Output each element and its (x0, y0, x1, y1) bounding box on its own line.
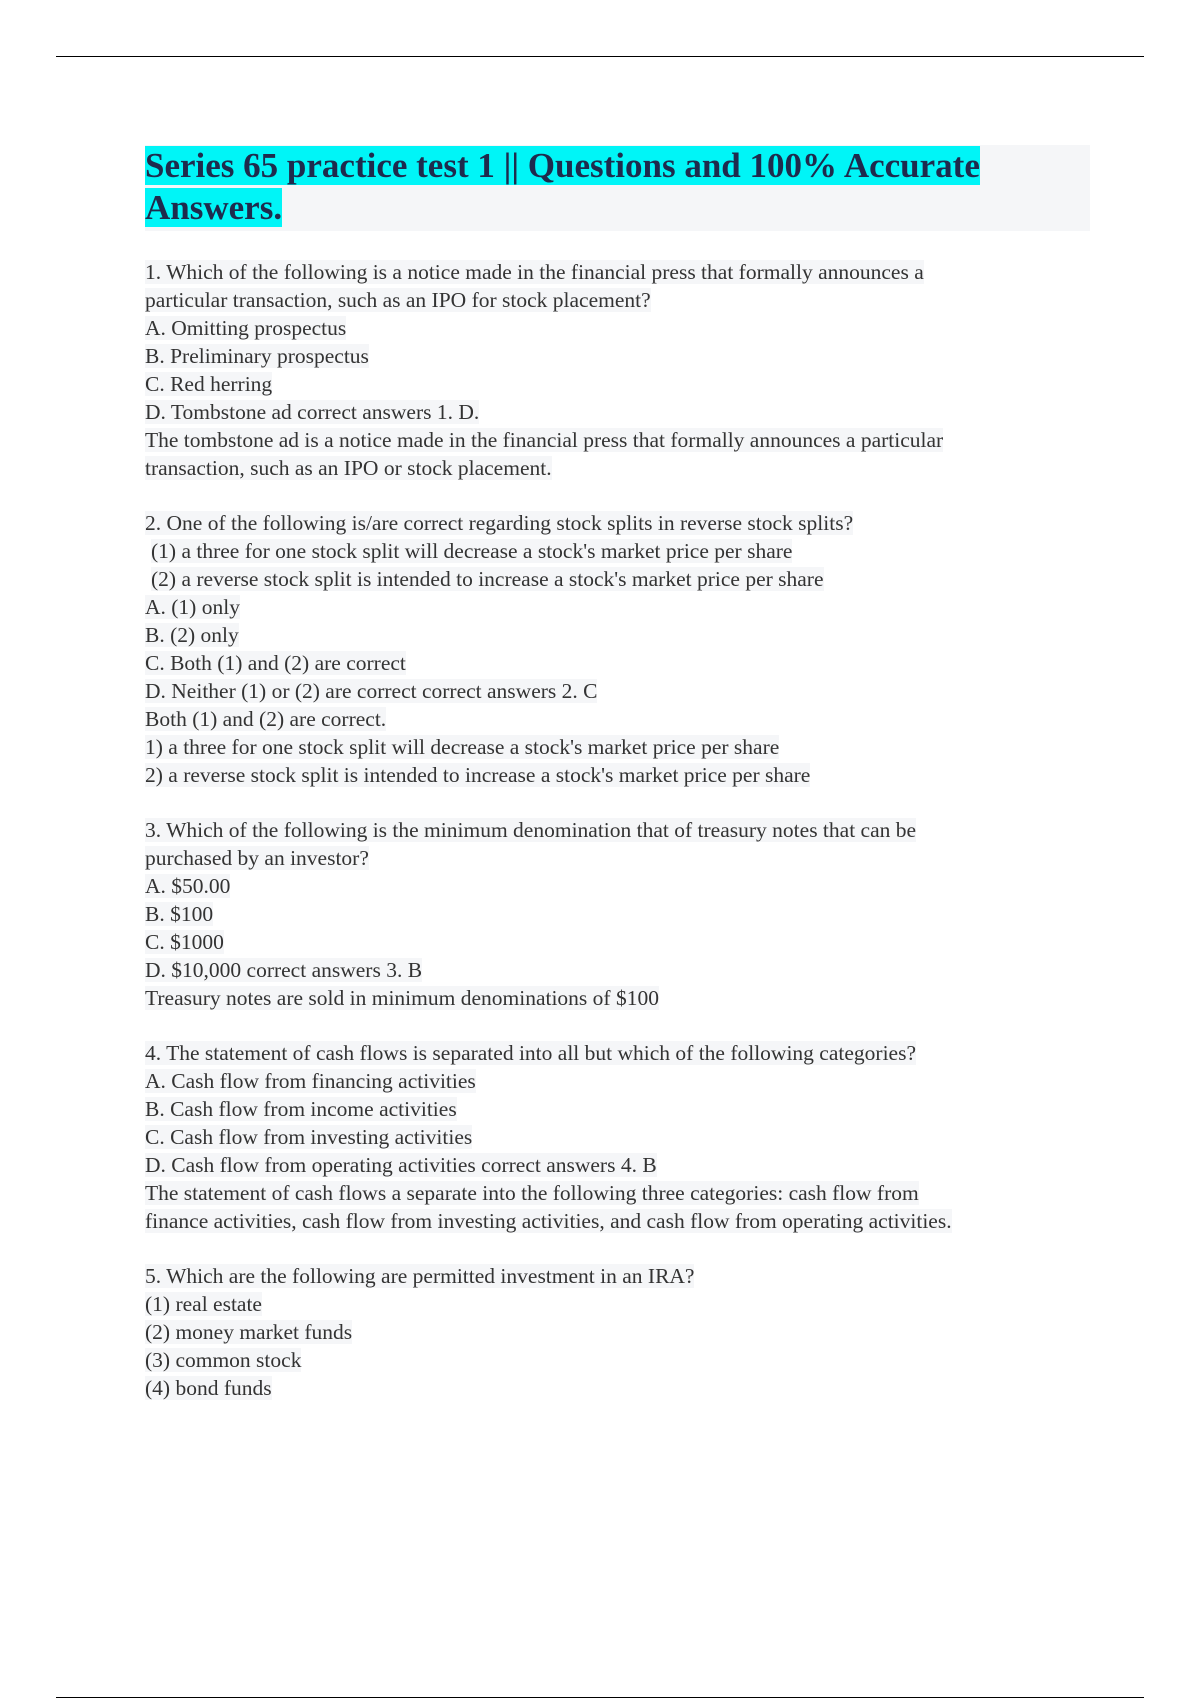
answer-option: A. (1) only (145, 595, 240, 619)
explanation-line: 2) a reverse stock split is intended to increase a stock's market price per share (145, 763, 811, 787)
explanation-line: Treasury notes are sold in minimum denominations of $100 (145, 986, 659, 1010)
question-line: 4. The statement of cash flows is separated into all but which of the following categories? (145, 1041, 916, 1065)
header-rule (56, 56, 1144, 57)
answer-option: A. $50.00 (145, 874, 231, 898)
statement-line: (2) a reverse stock split is intended to increase a stock's market price per share (151, 567, 824, 591)
question-5 (145, 1262, 1090, 1402)
statement-line: (1) real estate (145, 1292, 262, 1316)
question-2 (145, 509, 1090, 789)
answer-option: C. Both (1) and (2) are correct (145, 651, 406, 675)
answer-option: D. Tombstone ad correct answers 1. D. (145, 400, 480, 424)
answer-option: D. Neither (1) or (2) are correct correct answers 2. C (145, 679, 598, 703)
document-title-text: Series 65 practice test 1 || Questions and 100% Accurate Answers. (145, 146, 980, 227)
answer-option: A. Cash flow from financing activities (145, 1069, 476, 1093)
answer-option: B. (2) only (145, 623, 239, 647)
question-line: 1. Which of the following is a notice made in the financial press that formally announces a (145, 260, 924, 284)
answer-option: B. Cash flow from income activities (145, 1097, 457, 1121)
explanation-line: Both (1) and (2) are correct. (145, 707, 387, 731)
footer-rule (56, 1697, 1144, 1698)
question-4 (145, 1039, 1090, 1235)
explanation-line: 1) a three for one stock split will decrease a stock's market price per share (145, 735, 780, 759)
answer-option: C. $1000 (145, 930, 224, 954)
question-line: 3. Which of the following is the minimum denomination that of treasury notes that can be (145, 818, 917, 842)
explanation-line: The tombstone ad is a notice made in the financial press that formally announces a particular (145, 428, 944, 452)
question-line: particular transaction, such as an IPO for stock placement? (145, 288, 651, 312)
question-line: 2. One of the following is/are correct regarding stock splits in reverse stock splits? (145, 511, 854, 535)
question-line: 5. Which are the following are permitted investment in an IRA? (145, 1264, 695, 1288)
answer-option: A. Omitting prospectus (145, 316, 347, 340)
question-line: purchased by an investor? (145, 846, 369, 870)
question-3 (145, 816, 1090, 1012)
answer-option: B. $100 (145, 902, 214, 926)
statement-line: (4) bond funds (145, 1376, 272, 1400)
title-block (145, 145, 1090, 231)
statement-line: (3) common stock (145, 1348, 302, 1372)
statement-line: (2) money market funds (145, 1320, 353, 1344)
document-title (145, 145, 1090, 229)
answer-option: D. Cash flow from operating activities correct answers 4. B (145, 1153, 657, 1177)
statement-line: (1) a three for one stock split will decrease a stock's market price per share (151, 539, 793, 563)
answer-option: C. Cash flow from investing activities (145, 1125, 473, 1149)
question-1 (145, 258, 1090, 482)
answer-option: C. Red herring (145, 372, 273, 396)
explanation-line: The statement of cash flows a separate into the following three categories: cash flow from (145, 1181, 919, 1205)
answer-option: D. $10,000 correct answers 3. B (145, 958, 423, 982)
document-body (145, 145, 1090, 1429)
explanation-line: transaction, such as an IPO or stock placement. (145, 456, 552, 480)
answer-option: B. Preliminary prospectus (145, 344, 369, 368)
explanation-line: finance activities, cash flow from investing activities, and cash flow from operating activities. (145, 1209, 952, 1233)
